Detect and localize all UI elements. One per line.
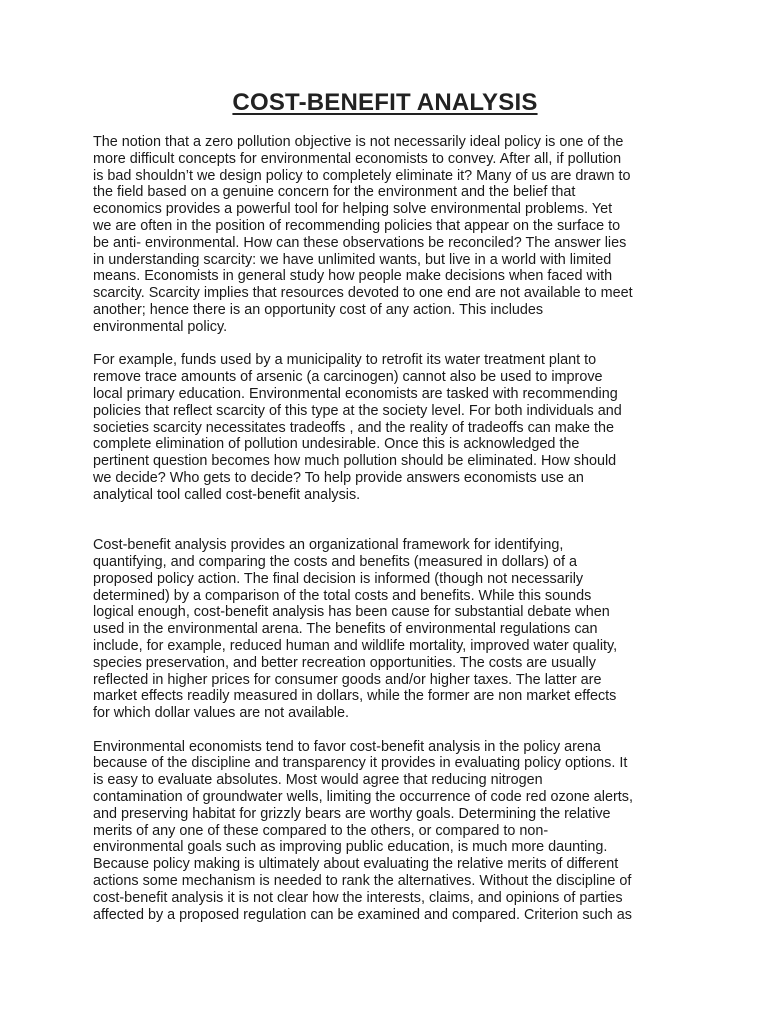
text-line: economics provides a powerful tool for helping solve environmental problems. Yet — [93, 201, 613, 218]
paragraph-spacer — [93, 336, 677, 353]
text-line: for which dollar values are not available. — [93, 705, 349, 722]
paragraph-2 — [93, 352, 677, 503]
text-line: another; hence there is an opportunity cost of any action. This includes — [93, 301, 544, 318]
text-line: is easy to evaluate absolutes. Most would agree that reducing nitrogen — [93, 772, 543, 789]
text-line: actions some mechanism is needed to rank the alternatives. Without the discipline of — [93, 873, 632, 890]
text-line: proposed policy action. The final decision is informed (though not necessarily — [93, 570, 584, 587]
text-line: contamination of groundwater wells, limiting the occurrence of code red ozone alerts, — [93, 789, 633, 806]
document-page — [93, 88, 677, 923]
text-line: more difficult concepts for environmental economists to convey. After all, if pollution — [93, 150, 622, 167]
text-line: market effects readily measured in dollars, while the former are non market effects — [93, 688, 617, 705]
text-line: because of the discipline and transparency it provides in evaluating policy options. It — [93, 755, 628, 772]
text-line: we decide? Who gets to decide? To help provide answers economists use an — [93, 469, 584, 486]
text-line: environmental policy. — [93, 318, 228, 335]
text-line: For example, funds used by a municipality to retrofit its water treatment plant to — [93, 352, 597, 369]
paragraph-4 — [93, 739, 677, 924]
text-line: analytical tool called cost-benefit analysis. — [93, 486, 361, 503]
text-line: Because policy making is ultimately about evaluating the relative merits of different — [93, 856, 619, 873]
text-line: in understanding scarcity: we have unlimited wants, but live in a world with limited — [93, 251, 612, 268]
text-line: and preserving habitat for grizzly bears are worthy goals. Determining the relative — [93, 805, 611, 822]
text-line: merits of any one of these compared to the others, or compared to non- — [93, 822, 549, 839]
text-line: complete elimination of pollution undesirable. Once this is acknowledged the — [93, 436, 580, 453]
text-line: environmental goals such as improving public education, is much more daunting. — [93, 839, 608, 856]
text-line: logical enough, cost-benefit analysis has been cause for substantial debate when — [93, 604, 610, 621]
text-line: reflected in higher prices for consumer goods and/or higher taxes. The latter are — [93, 671, 602, 688]
text-line: affected by a proposed regulation can be examined and compared. Criterion such as — [93, 906, 632, 923]
text-line: used in the environmental arena. The benefits of environmental regulations can — [93, 621, 598, 638]
paragraph-3 — [93, 537, 677, 722]
text-line: determined) by a comparison of the total costs and benefits. While this sounds — [93, 587, 592, 604]
paragraph-spacer — [93, 722, 677, 739]
text-line: Cost-benefit analysis provides an organizational framework for identifying, — [93, 537, 564, 554]
text-line: The notion that a zero pollution objective is not necessarily ideal policy is one of the — [93, 134, 624, 150]
text-line: Environmental economists tend to favor cost-benefit analysis in the policy arena — [93, 738, 601, 755]
text-line: species preservation, and better recreation opportunities. The costs are usually — [93, 654, 596, 671]
text-line: quantifying, and comparing the costs and benefits (measured in dollars) of a — [93, 553, 577, 570]
text-line: is bad shouldn’t we design policy to completely eliminate it? Many of us are drawn to — [93, 167, 631, 184]
text-line: the field based on a genuine concern for the environment and the belief that — [93, 184, 576, 201]
text-line: policies that reflect scarcity of this type at the society level. For both individuals and — [93, 402, 622, 419]
text-line: include, for example, reduced human and wildlife mortality, improved water quality, — [93, 637, 618, 654]
text-line: we are often in the position of recommending policies that appear on the surface to — [93, 217, 621, 234]
text-line: local primary education. Environmental economists are tasked with recommending — [93, 385, 618, 402]
text-line: remove trace amounts of arsenic (a carcinogen) cannot also be used to improve — [93, 369, 603, 386]
paragraph-spacer — [93, 504, 677, 538]
text-line: societies scarcity necessitates tradeoffs , and the reality of tradeoffs can make the — [93, 419, 614, 436]
text-line: means. Economists in general study how people make decisions when faced with — [93, 268, 613, 285]
text-line: cost-benefit analysis it is not clear how the interests, claims, and opinions of parties — [93, 889, 623, 906]
document-title: COST-BENEFIT ANALYSIS — [232, 89, 538, 116]
text-line: pertinent question becomes how much pollution should be eliminated. How should — [93, 453, 617, 470]
text-line: scarcity. Scarcity implies that resources devoted to one end are not available to meet — [93, 285, 633, 302]
paragraph-1 — [93, 134, 677, 336]
text-line: be anti- environmental. How can these observations be reconciled? The answer lies — [93, 234, 627, 251]
